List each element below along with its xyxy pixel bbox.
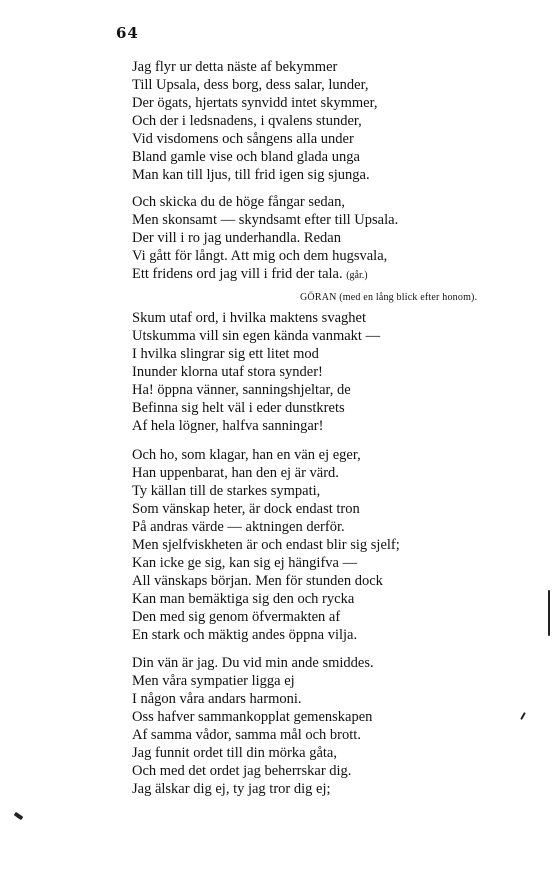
verse-line bbox=[132, 265, 368, 285]
verse-line: Der vill i ro jag underhandla. Redan bbox=[132, 230, 341, 246]
verse-line: Oss hafver sammankopplat gemenskapen bbox=[132, 709, 373, 725]
verse-line: Till Upsala, dess borg, dess salar, lunder, bbox=[132, 77, 369, 93]
verse-line: På andras värde — aktningen derför. bbox=[132, 519, 345, 535]
verse-line: Som vänskap heter, är dock endast tron bbox=[132, 501, 360, 517]
stage-direction: GÖRAN (med en lång blick efter honom). bbox=[300, 292, 478, 303]
verse-line: Men våra sympatier ligga ej bbox=[132, 673, 295, 689]
verse-line: Men sjelfviskheten är och endast blir sig sjelf; bbox=[132, 537, 400, 553]
verse-line-text: Ett fridens ord jag vill i frid der tala. bbox=[132, 266, 343, 282]
verse-line: Den med sig genom öfvermakten af bbox=[132, 609, 341, 625]
page-number: 64 bbox=[116, 24, 139, 42]
verse-line: Och skicka du de höge fångar sedan, bbox=[132, 194, 345, 210]
exit-direction: (går.) bbox=[346, 270, 368, 281]
verse-line: Jag funnit ordet till din mörka gåta, bbox=[132, 745, 337, 761]
scan-margin-mark bbox=[548, 590, 550, 636]
verse-line: Der ögats, hjertats synvidd intet skymmer, bbox=[132, 95, 378, 111]
verse-line: Inunder klorna utaf stora synder! bbox=[132, 364, 323, 380]
verse-line: Vi gått för långt. Att mig och dem hugsvala, bbox=[132, 248, 388, 264]
verse-line: Man kan till ljus, till frid igen sig sjunga. bbox=[132, 167, 370, 183]
verse-line: Af samma vådor, samma mål och brott. bbox=[132, 727, 361, 743]
verse-line: Din vän är jag. Du vid min ande smiddes. bbox=[132, 655, 374, 671]
verse-line: Ty källan till de starkes sympati, bbox=[132, 483, 321, 499]
verse-line: Vid visdomens och sångens alla under bbox=[132, 131, 354, 147]
verse-line: All vänskaps början. Men för stunden dock bbox=[132, 573, 383, 589]
verse-line: Kan icke ge sig, kan sig ej hängifva — bbox=[132, 555, 358, 571]
verse-line: En stark och mäktig andes öppna vilja. bbox=[132, 627, 358, 643]
verse-line: Han uppenbarat, han den ej är värd. bbox=[132, 465, 339, 481]
verse-line: I hvilka slingrar sig ett litet mod bbox=[132, 346, 319, 362]
verse-line: Och ho, som klagar, han en vän ej eger, bbox=[132, 447, 361, 463]
verse-line: I någon våra andars harmoni. bbox=[132, 691, 302, 707]
verse-line: Af hela lögner, halfva sanningar! bbox=[132, 418, 324, 434]
verse-line: Men skonsamt — skyndsamt efter till Upsala. bbox=[132, 212, 399, 228]
verse-line: Skum utaf ord, i hvilka maktens svaghet bbox=[132, 310, 366, 326]
verse-line: Jag flyr ur detta näste af bekymmer bbox=[132, 59, 338, 75]
verse-line: Utskumma vill sin egen kända vanmakt — bbox=[132, 328, 381, 344]
verse-line: Kan man bemäktiga sig den och rycka bbox=[132, 591, 355, 607]
scan-speck bbox=[14, 812, 24, 820]
verse-line: Befinna sig helt väl i eder dunstkrets bbox=[132, 400, 345, 416]
verse-line: Och der i ledsnadens, i qvalens stunder, bbox=[132, 113, 362, 129]
verse-line: Jag älskar dig ej, ty jag tror dig ej; bbox=[132, 781, 331, 797]
scan-speck bbox=[520, 712, 526, 720]
verse-line: Och med det ordet jag beherrskar dig. bbox=[132, 763, 352, 779]
verse-line: Ha! öppna vänner, sanningshjeltar, de bbox=[132, 382, 351, 398]
verse-line: Bland gamle vise och bland glada unga bbox=[132, 149, 360, 165]
